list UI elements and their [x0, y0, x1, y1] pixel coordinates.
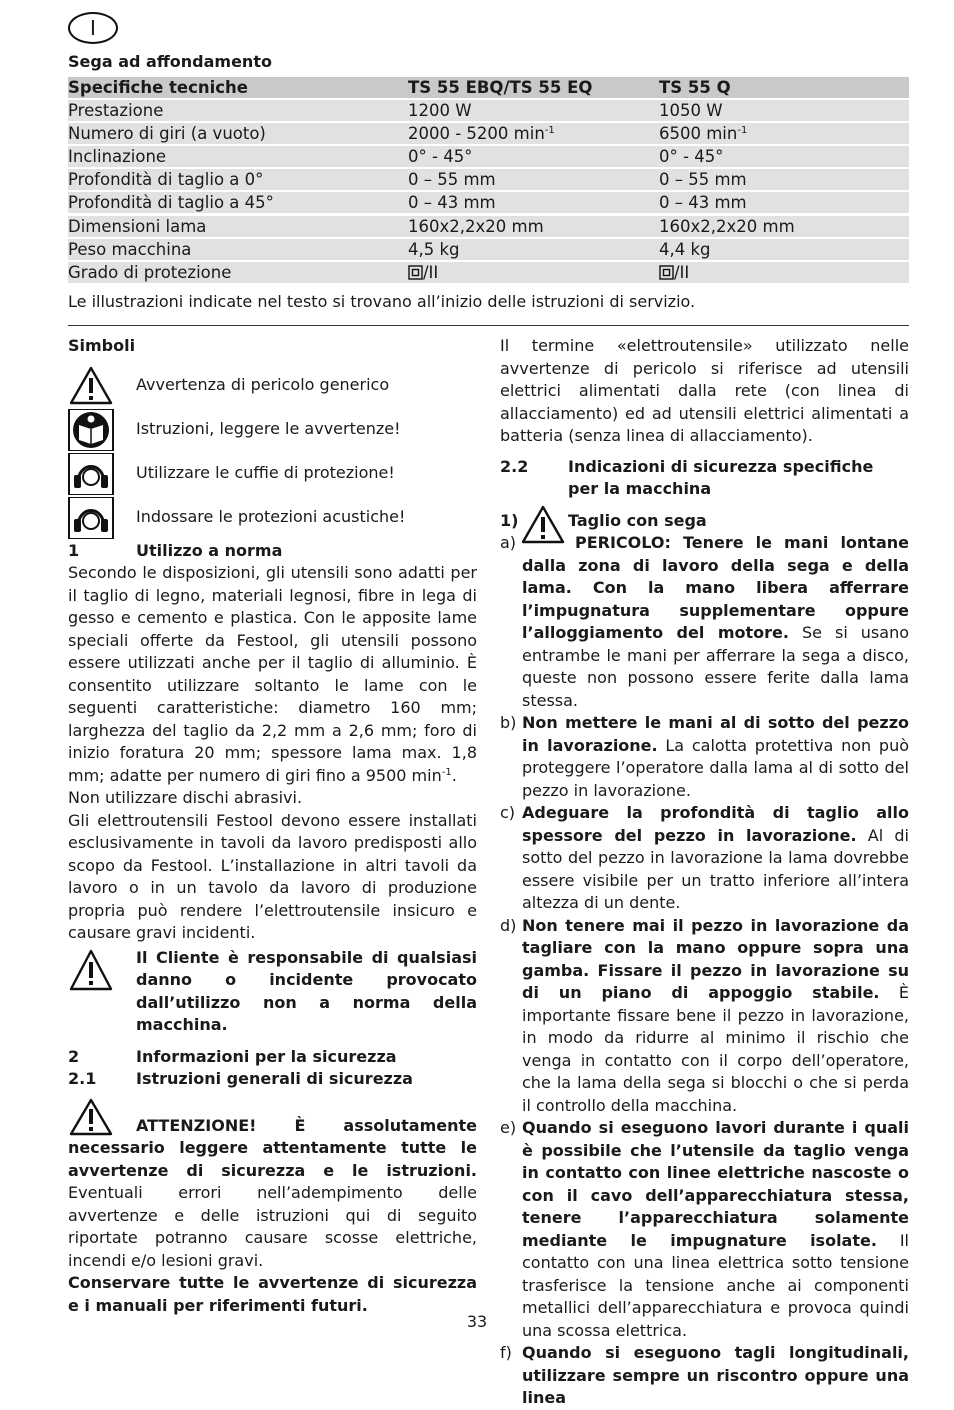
- warning-block: [68, 947, 477, 1037]
- section-number: 1: [68, 540, 80, 560]
- paragraph: [68, 1099, 477, 1273]
- item-marker: f): [500, 1343, 512, 1362]
- paragraph: Gli elettroutensili Festool devono essere installati esclusivamente in tavoli da lavoro predisposti allo scopo da Festool. L’installazione in altri tavoli da lavoro o in un tavolo da lavoro di produzione propria può rendere l’elettroutensile insicuro e causare gravi incidenti.: [68, 810, 477, 942]
- protection-class: /II: [674, 262, 690, 282]
- right-column: [500, 335, 909, 1410]
- table-cell: Dimensioni lama: [68, 216, 207, 236]
- table-cell: Peso macchina: [68, 239, 192, 259]
- item-bold: Non mettere le mani al di sotto del pezzo in lavorazione.: [522, 713, 909, 755]
- item-bold: Non tenere mai il pezzo in lavorazione da tagliare con la mano oppure sopra una gamba. Fissare il pezzo in lavorazione su di un piano di appoggio stabile.: [522, 915, 909, 1002]
- protection-class: /II: [423, 262, 439, 282]
- table-row: [68, 239, 909, 260]
- table-cell: [659, 262, 689, 283]
- header-cell: TS 55 EBQ/TS 55 EQ: [408, 78, 593, 97]
- rpm-value: 6500 min: [659, 124, 738, 144]
- attention-block: [68, 1099, 477, 1273]
- table-cell: 160x2,2x20 mm: [659, 216, 795, 236]
- read-manual-icon: [68, 409, 114, 451]
- rpm-exponent: -1: [544, 125, 555, 137]
- item-rest: Il contatto con una linea elettrica sotto tensione trasferisce la tensione anche ai componenti metallici dell’apparecchiatura e provoca quindi una scossa elettrica.: [522, 1230, 910, 1340]
- item-text: [522, 712, 909, 802]
- item-text: [522, 1342, 909, 1410]
- subsection-heading: [500, 510, 909, 533]
- list-item: [500, 802, 909, 915]
- symbol-label: Utilizzare le cuffie di protezione!: [136, 463, 395, 483]
- table-cell: 0 – 55 mm: [659, 170, 747, 190]
- table-row: [68, 192, 909, 213]
- keep-manuals-note: Conservare tutte le avvertenze di sicurezza e i manuali per riferimenti futuri.: [68, 1273, 477, 1315]
- section-number: 2: [68, 1046, 80, 1066]
- rpm-value: 2000 - 5200 min: [408, 124, 545, 144]
- item-marker: c): [500, 803, 516, 822]
- paragraph: [68, 562, 477, 787]
- symbol-row: [68, 496, 477, 540]
- item-text: [522, 915, 909, 1118]
- warning-triangle-icon: [68, 365, 114, 407]
- table-cell: 0 – 43 mm: [408, 193, 496, 213]
- left-column: [68, 335, 477, 1317]
- symbol-row: [68, 364, 477, 408]
- list-item: [500, 1342, 909, 1410]
- table-cell: 1200 W: [408, 101, 472, 121]
- list-item: [500, 915, 909, 1118]
- rpm-exponent: -1: [737, 125, 748, 137]
- table-cell: 0° - 45°: [659, 147, 724, 167]
- item-rest: È importante fissare bene il pezzo in lavorazione, in modo da ridurre al minimo il rischio che venga in contatto con il corpo dell’operatore, che la lama della sega si blocchi o che si perda il controllo della macchina.: [522, 983, 909, 1115]
- table-cell: 0° - 45°: [408, 147, 473, 167]
- paragraph-end: .: [451, 765, 457, 785]
- paragraph-text: Secondo le disposizioni, gli utensili sono adatti per il taglio di legno, materiali legnosi, fibre in lega di gesso e cemento e plastica. Con le apposite lame speciali offerte da Festool, gli utensili possono essere utilizzati anche per il taglio di alluminio. È consentito utilizzare soltanto le lame con le seguenti caratteristiche: diametro 160 mm; larghezza del taglio da 2,2 mm a 2,6 mm; foro di inizio foratura 20 mm; spessore lama max. 1,8 mm; adatte per numero di giri fino a 9500 min: [68, 563, 477, 785]
- table-cell: 4,5 kg: [408, 239, 460, 259]
- document-title: Sega ad affondamento: [68, 52, 272, 71]
- spec-table: [68, 77, 909, 285]
- illustrations-note: Le illustrazioni indicate nel testo si trovano all’inizio delle istruzioni di servizio.: [68, 292, 696, 311]
- item-text: [522, 1117, 909, 1342]
- list-item: [500, 1117, 909, 1342]
- table-cell: Prestazione: [68, 101, 164, 121]
- item-bold: Adeguare la profondità di taglio allo spessore del pezzo in lavorazione.: [522, 803, 909, 845]
- table-cell: Numero di giri (a vuoto): [68, 124, 266, 144]
- section-number: 2.2: [500, 456, 529, 476]
- table-cell: Profondità di taglio a 0°: [68, 170, 264, 190]
- warning-text: Il Cliente è responsabile di qualsiasi danno o incidente provocato dall’utilizzo non a norma della macchina.: [136, 947, 477, 1034]
- item-rest: Al di sotto del pezzo in lavorazione la lama dovrebbe essere visibile per un tratto inferiore all’intera altezza di un dente.: [522, 825, 909, 912]
- table-cell: Grado di protezione: [68, 262, 232, 282]
- section-heading: [68, 1046, 477, 1069]
- symbol-row: [68, 408, 477, 452]
- table-row: [68, 262, 909, 283]
- section-title: Informazioni per la sicurezza: [136, 1046, 397, 1066]
- symbol-label: Istruzioni, leggere le avvertenze!: [136, 419, 401, 439]
- table-cell: Profondità di taglio a 45°: [68, 193, 274, 213]
- list-item: [500, 532, 909, 712]
- header-cell: Specifiche tecniche: [68, 78, 248, 97]
- item-marker: b): [500, 713, 517, 732]
- table-cell: [659, 123, 747, 144]
- ear-protection-icon: [68, 497, 114, 539]
- protection-class-icon: [659, 265, 674, 280]
- divider: [68, 325, 909, 326]
- language-badge: I: [68, 12, 118, 44]
- rpm-exponent: -1: [441, 766, 452, 778]
- item-marker: e): [500, 1118, 517, 1137]
- symbol-label: Indossare le protezioni acustiche!: [136, 507, 406, 527]
- item-bold: Quando si eseguono tagli longitudinali, utilizzare sempre un riscontro oppure una linea: [522, 1343, 909, 1407]
- paragraph: Non utilizzare dischi abrasivi.: [68, 788, 303, 807]
- table-cell: 0 – 43 mm: [659, 193, 747, 213]
- table-row: [68, 123, 909, 144]
- item-bold: Quando si eseguono lavori durante i quali è possibile che l’utensile da taglio venga in contatto con linee elettriche nascoste o con il cavo dell’apparecchiatura stessa, tenere l’apparecchiatura solamente mediante le impugnature isolate.: [522, 1118, 909, 1250]
- attention-bold: ATTENZIONE! È assolutamente necessario leggere attentamente tutte le avvertenze di sicurezza e le istruzioni.: [68, 1115, 477, 1180]
- symbol-label: Avvertenza di pericolo generico: [136, 375, 390, 395]
- page-number: 33: [466, 1312, 488, 1331]
- section-title: Istruzioni generali di sicurezza: [136, 1069, 413, 1088]
- paragraph: Il termine «elettroutensile» utilizzato nelle avvertenze di pericolo si riferisce ad utensili elettrici alimentati dalla rete (con linea di allacciamento) ed ad utensili elettrici alimentati a batteria (senza linea di allacciamento).: [500, 336, 909, 445]
- section-heading: [68, 1068, 477, 1091]
- section-title: Indicazioni di sicurezza specifiche per la macchina: [568, 456, 874, 498]
- warning-triangle-icon: [68, 1097, 114, 1137]
- item-marker: d): [500, 915, 517, 935]
- warning-triangle-icon: [68, 947, 114, 993]
- table-cell: Inclinazione: [68, 147, 167, 167]
- section-number: 2.1: [68, 1069, 97, 1088]
- table-cell: 4,4 kg: [659, 239, 711, 259]
- item-rest: La calotta protettiva non può proteggere l’operatore dalla lama al di sotto del pezzo in lavorazione.: [522, 735, 910, 800]
- subsection-number: 1): [500, 510, 519, 530]
- section-title: Utilizzo a norma: [136, 540, 283, 560]
- section-heading: [500, 456, 909, 501]
- table-cell: [408, 262, 438, 283]
- ear-protection-icon: [68, 453, 114, 495]
- item-text: [522, 802, 909, 915]
- item-text: [522, 532, 909, 712]
- warning-triangle-icon: [520, 504, 566, 546]
- protection-class-icon: [408, 265, 423, 280]
- table-cell: [408, 123, 555, 144]
- spec-table-header: [68, 77, 909, 98]
- list-item: [500, 712, 909, 802]
- table-row: [68, 216, 909, 237]
- header-cell: TS 55 Q: [659, 78, 731, 97]
- item-marker: a): [500, 533, 517, 552]
- symbols-heading: Simboli: [68, 336, 136, 355]
- table-cell: 0 – 55 mm: [408, 170, 496, 190]
- table-cell: 160x2,2x20 mm: [408, 216, 544, 236]
- subsection-title: Taglio con sega: [568, 510, 707, 530]
- attention-text: Eventuali errori nell’adempimento delle avvertenze e delle istruzioni qui di seguito riportate potranno causare scosse elettriche, incendi e/o lesioni gravi.: [68, 1183, 477, 1270]
- table-row: [68, 100, 909, 121]
- table-row: [68, 169, 909, 190]
- item-rest: Se si usano entrambe le mani per afferrare la sega a disco, queste non possono essere ferite dalla lama stessa.: [522, 623, 909, 710]
- section-heading: [68, 540, 477, 563]
- table-cell: 1050 W: [659, 101, 723, 121]
- table-row: [68, 146, 909, 167]
- symbol-row: [68, 452, 477, 496]
- item-bold: PERICOLO: Tenere le mani lontane dalla zona di lavoro della sega e della lama. Con la mano libera afferrare l’impugnatura supplementare oppure l’alloggiamento del motore.: [522, 533, 909, 642]
